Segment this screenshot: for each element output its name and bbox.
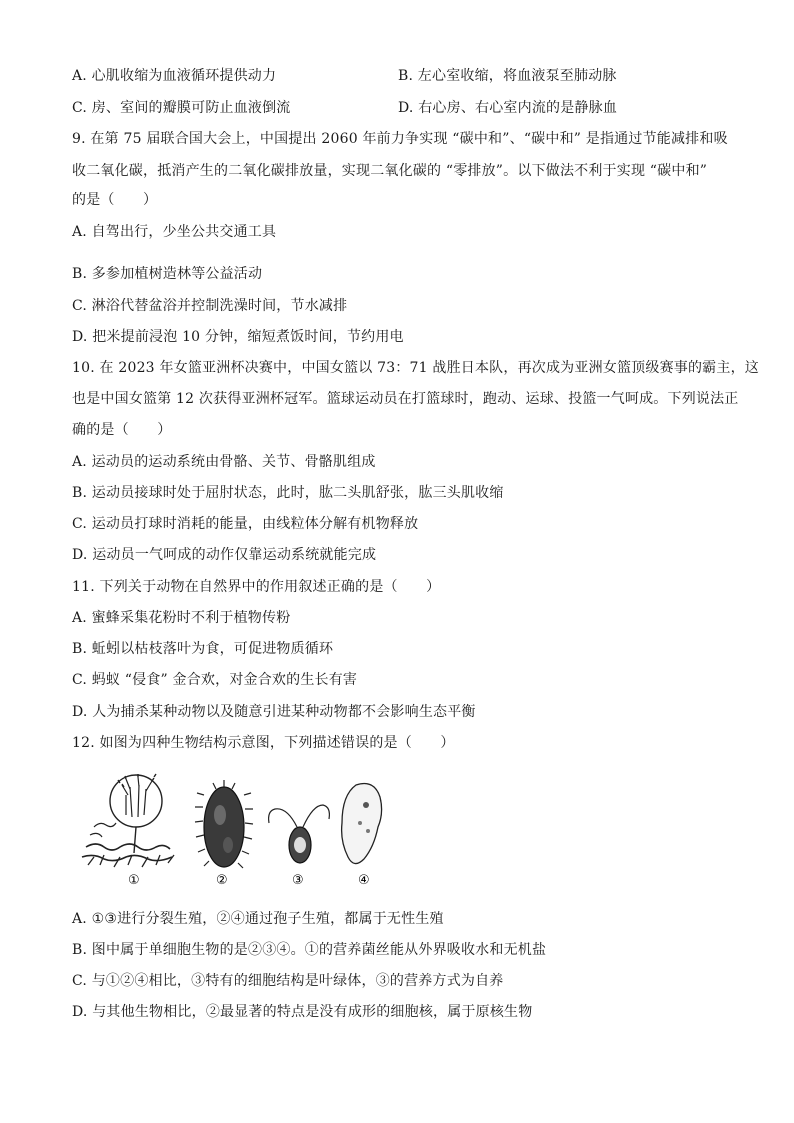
organisms-figure (76, 765, 396, 890)
q10-stem-line-2: 也是中国女篮第 12 次获得亚洲杯冠军。篮球运动员在打篮球时，跑动、运球、投篮一气呵成。下列说法正 (72, 391, 739, 407)
q8-option-a: A. 心肌收缩为血液循环提供动力 (72, 68, 277, 84)
q10-stem-line-1: 10. 在 2023 年女篮亚洲杯决赛中，中国女篮以 73：71 战胜日本队，再次成为亚洲女篮顶级赛事的霸主，这 (72, 360, 759, 376)
q9-option-d: D. 把米提前浸泡 10 分钟，缩短煮饭时间，节约用电 (72, 329, 404, 345)
q10-option-a: A. 运动员的运动系统由骨骼、关节、骨骼肌组成 (72, 454, 376, 470)
figure-label-3: ③ (292, 873, 304, 888)
q9-stem-line-3: 的是（ ） (72, 192, 158, 208)
q9-stem-line-1: 9. 在第 75 届联合国大会上，中国提出 2060 年前力争实现 “碳中和”、“碳中和” 是指通过节能减排和吸 (72, 131, 728, 147)
organism-4-protozoan-illustration (342, 784, 382, 864)
q12-option-d: D. 与其他生物相比，②最显著的特点是没有成形的细胞核，属于原核生物 (72, 1004, 533, 1020)
q10-option-d: D. 运动员一气呵成的动作仅靠运动系统就能完成 (72, 547, 377, 563)
q8-option-d: D. 右心房、右心室内流的是静脉血 (398, 100, 618, 116)
organism-1-mold-illustration (82, 774, 174, 867)
q9-option-a: A. 自驾出行，少坐公共交通工具 (72, 224, 277, 240)
q11-option-c: C. 蚂蚁 “侵食” 金合欢，对金合欢的生长有害 (72, 672, 358, 688)
q10-option-b: B. 运动员接球时处于屈肘状态，此时，肱二头肌舒张，肱三头肌收缩 (72, 485, 504, 501)
q8-option-b: B. 左心室收缩，将血液泵至肺动脉 (398, 68, 617, 84)
q8-option-c: C. 房、室间的瓣膜可防止血液倒流 (72, 100, 291, 116)
q10-stem-line-3: 确的是（ ） (72, 422, 172, 438)
q11-option-a: A. 蜜蜂采集花粉时不利于植物传粉 (72, 610, 291, 626)
q12-stem: 12. 如图为四种生物结构示意图，下列描述错误的是（ ） (72, 735, 455, 751)
q12-option-b: B. 图中属于单细胞生物的是②③④。①的营养菌丝能从外界吸收水和无机盐 (72, 942, 547, 958)
q11-option-d: D. 人为捕杀某种动物以及随意引进某种动物都不会影响生态平衡 (72, 704, 476, 720)
organism-3-chlamydomonas-illustration (269, 805, 330, 863)
figure-label-2: ② (216, 873, 228, 888)
q12-option-a: A. ①③进行分裂生殖，②④通过孢子生殖，都属于无性生殖 (72, 911, 444, 927)
q11-stem: 11. 下列关于动物在自然界中的作用叙述正确的是（ ） (72, 579, 441, 595)
figure-label-1: ① (128, 873, 140, 888)
q11-option-b: B. 蚯蚓以枯枝落叶为食，可促进物质循环 (72, 641, 334, 657)
q9-option-b: B. 多参加植树造林等公益活动 (72, 266, 263, 282)
q10-option-c: C. 运动员打球时消耗的能量，由线粒体分解有机物释放 (72, 516, 419, 532)
q9-stem-line-2: 收二氧化碳，抵消产生的二氧化碳排放量，实现二氧化碳的 “零排放”。以下做法不利于实现 “碳中和” (72, 163, 708, 179)
organism-2-bacterium-illustration (195, 780, 253, 868)
figure-label-4: ④ (358, 873, 370, 888)
q9-option-c: C. 淋浴代替盆浴并控制洗澡时间，节水减排 (72, 298, 348, 314)
q12-option-c: C. 与①②④相比，③特有的细胞结构是叶绿体，③的营养方式为自养 (72, 973, 504, 989)
